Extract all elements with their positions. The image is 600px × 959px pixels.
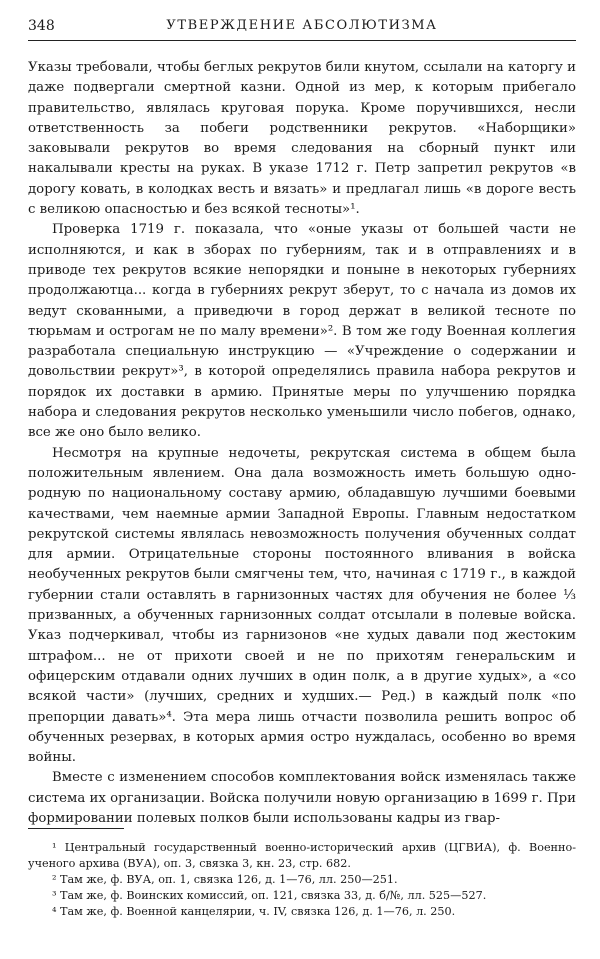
page-number: 348 [28, 18, 55, 34]
footnotes [28, 840, 576, 920]
footnote-divider [28, 828, 124, 829]
footnote: ³ Там же, ф. Воинских комиссий, оп. 121, связка 33, д. б/№, лл. 525—527. [52, 889, 487, 902]
page-header [28, 16, 576, 41]
main-text [28, 58, 576, 829]
footnote: ¹ Центральный государственный военно-исторический архив (ЦГВИА), ф. Военно-ученого архива (ВУА), оп. 3, связка 3, кн. 23, стр. 682. [28, 841, 576, 870]
paragraph: Проверка 1719 г. показала, что «оные указы от большей части не исполняются, и как в зборах по губерниям, так и в отправлениях и в приводе тех рекрутов всякие непорядки и поныне в некоторых губерниях продолжаютца... когда в губерниях рекрут зберут, то с начала из домов их ведут скованными, а приведючи в город держат в великой тесноте по тюрьмам и острогам не по малу времени»². В том же году Военная коллегия разработала специальную инструкцию — «Учреждение о содержании и довольствии рекрут»³, в которой определялись правила набора рекрутов и порядок их доставки в армию. Принятые меры по улучшению порядка набора и следования рекрутов несколько уменьшили число побегов, однако, все же оно было велико. [28, 222, 576, 441]
paragraph: Указы требовали, чтобы беглых рекрутов били кнутом, ссылали на каторгу и даже подвергали смертной казни. Одной из мер, к которым прибегало правительство, являлась круговая порука. Кроме поручившихся, несли ответственность за побеги родственники рекрутов. «Наборщики» заковывали рекрутов во время следования на сборный пункт или накалывали кресты на руках. В указе 1712 г. Петр запретил рекрутов «в дорогу ковать, в колодках весть и вязать» и предлагал лишь «в дороге весть с великою опасностью и без всякой тесноты»¹. [28, 60, 576, 218]
footnote: ⁴ Там же, ф. Военной канцелярии, ч. IV, связка 126, д. 1—76, л. 250. [52, 905, 456, 918]
footnote: ² Там же, ф. ВУА, оп. 1, связка 126, д. 1—76, лл. 250—251. [52, 873, 398, 886]
paragraph: Несмотря на крупные недочеты, рекрутская система в общем была положительным явлением. Она дала возможность иметь большую одно-родную по национальному составу армию, обладавшую лучшими боевыми качествами, чем наемные армии Западной Европы. Главным недостатком рекрутской системы являлась невозможность получения обученных солдат для армии. Отрицательные стороны постоянного вливания в войска необученных рекрутов были смягчены тем, что, начиная с 1719 г., в каждой губернии стали оставлять в гарнизонных частях для обучения не более ⅓ призванных, а обученных гарнизонных солдат отсылали в полевые войска. Указ подчеркивал, чтобы из гарнизонов «не худых давали под жестоким штрафом... не от прихоти своей и не по прихотям генеральским и офицерским отдавали одних лучших в один полк, а в другие худых», а «со всякой части» (лучших, средних и худших.— Ред.) в каждый полк «по препорции давать»⁴. Эта мера лишь отчасти позволила решить вопрос об обученных резервах, в которых армия остро нуждалась, особенно во время войны. [28, 445, 576, 766]
running-title: УТВЕРЖДЕНИЕ АБСОЛЮТИЗМА [166, 18, 438, 33]
paragraph: Вместе с изменением способов комплектования войск изменялась также система их организации. Войска получили новую организацию в 1699 г. При формировании полевых полков были использованы кадры из гвар- [28, 770, 576, 826]
